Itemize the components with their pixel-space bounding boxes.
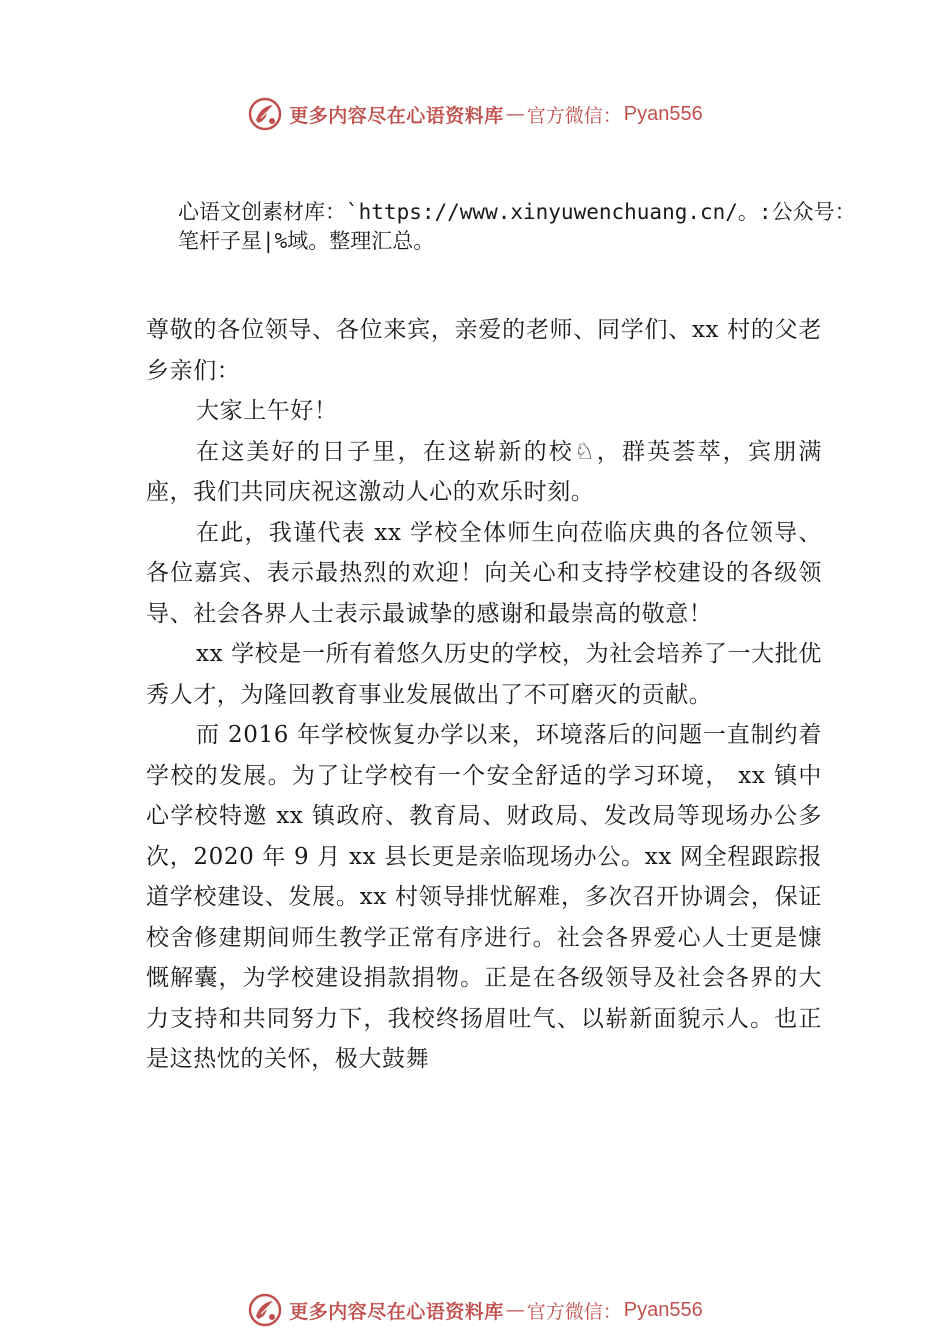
banner-separator: — <box>505 1299 525 1321</box>
brand-logo-icon <box>247 96 283 132</box>
paragraph: xx 学校是一所有着悠久历史的学校，为社会培养了一大批优秀人才，为隆回教育事业发展做出了不可磨灭的贡献。 <box>146 641 822 708</box>
paragraph: 在这美好的日子里，在这崭新的校♘，群英荟萃，宾朋满座，我们共同庆祝这激动人心的欢乐时刻。 <box>146 438 822 505</box>
banner-wechat-label: 官方微信： <box>526 104 622 127</box>
banner-separator: — <box>505 103 525 125</box>
article-body <box>146 310 822 1080</box>
banner-wechat-id: Pyan556 <box>623 102 703 125</box>
banner-main-text: 更多内容尽在心语资料库 <box>289 1300 504 1323</box>
banner-main-text: 更多内容尽在心语资料库 <box>289 104 504 127</box>
footer-banner <box>0 1288 950 1332</box>
brand-logo-icon <box>247 1292 283 1328</box>
salutation: 尊敬的各位领导、各位来宾，亲爱的老师、同学们、xx 村的父老乡亲们： <box>146 317 822 384</box>
banner-wechat-id: Pyan556 <box>623 1298 703 1321</box>
banner-wechat-label: 官方微信： <box>526 1300 622 1323</box>
paragraph: 而 2016 年学校恢复办学以来，环境落后的问题一直制约着学校的发展。为了让学校有一个安全舒适的学习环境， xx 镇中心学校特邀 xx 镇政府、教育局、财政局、发改局等现场办公多次，2020 年 9 月 xx 县长更是亲临现场办公。xx 网全程跟踪报道学校建设、发展。xx 村领导排忧解难，多次召开协调会，保证校舍修建期间师生教学正常有序进行。社会各界爱心人士更是慷慨解囊，为学校建设捐款捐物。正是在各级领导及社会各界的大力支持和共同努力下，我校终扬眉吐气、以崭新面貌示人。也正是这热忱的关怀，极大鼓舞 <box>146 722 822 1072</box>
greeting: 大家上午好！ <box>196 398 338 424</box>
source-note: 心语文创素材库：`https://www.xinyuwenchuang.cn/。:公众号：笔杆子星|%域。整理汇总。 <box>178 200 856 253</box>
paragraph: 在此，我谨代表 xx 学校全体师生向莅临庆典的各位领导、各位嘉宾、表示最热烈的欢迎！向关心和支持学校建设的各级领导、社会各界人士表示最诚挚的感谢和最崇高的敬意！ <box>146 519 822 627</box>
header-banner <box>0 92 950 136</box>
